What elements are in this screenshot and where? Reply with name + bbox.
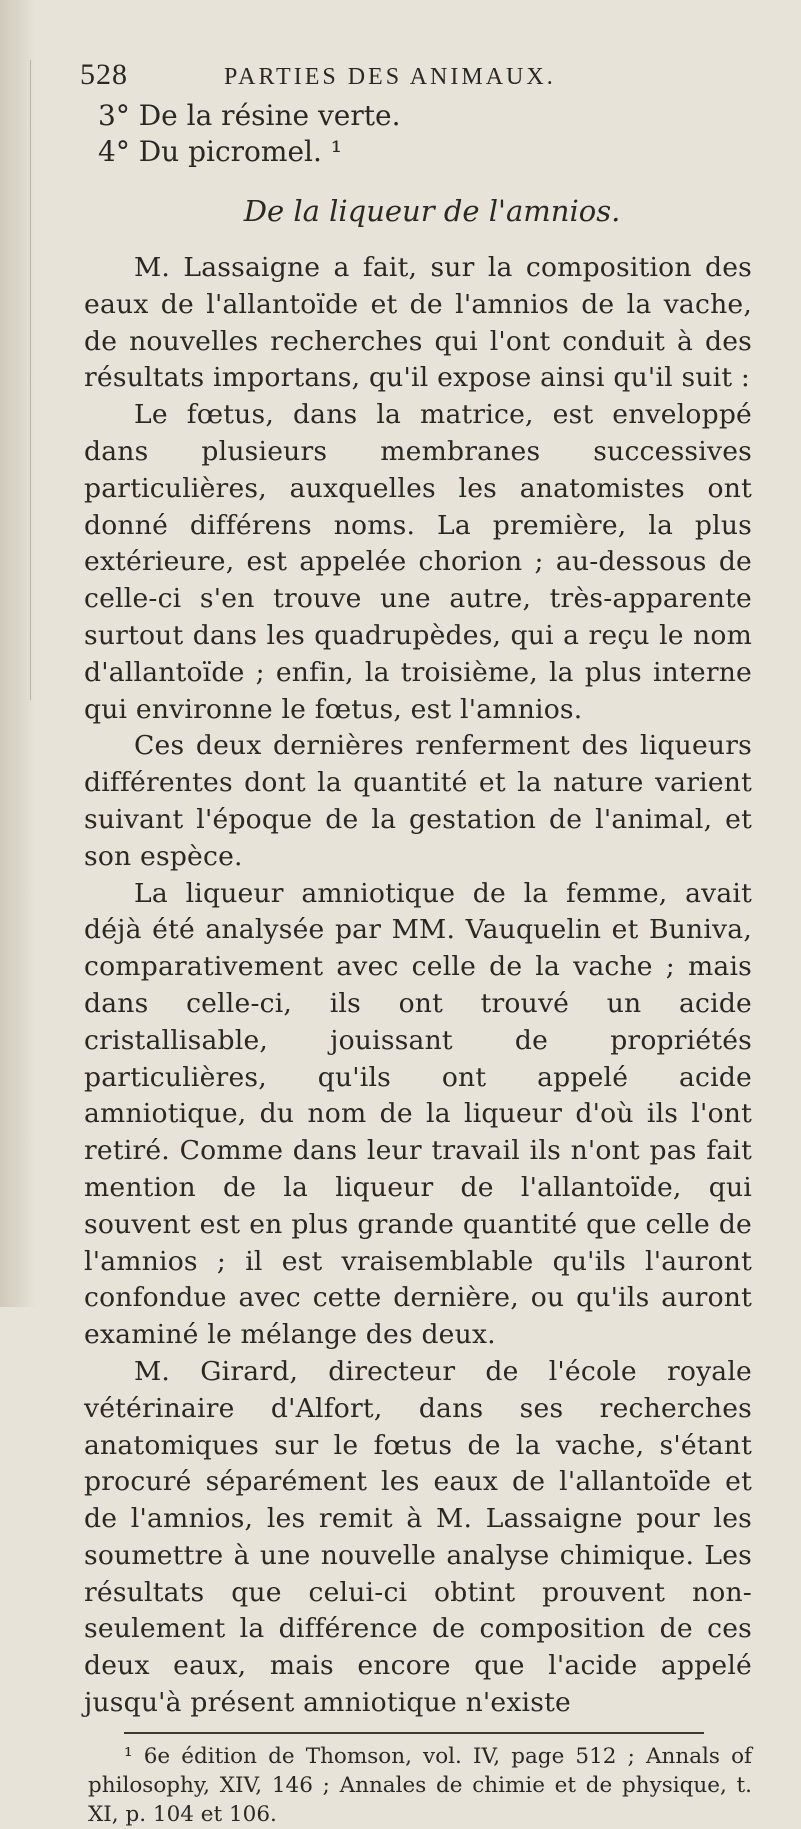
page-number: 528 <box>80 58 128 91</box>
paragraph: Le fœtus, dans la matrice, est enveloppé dans plusieurs membranes successives particulières, auxquelles les anatomistes ont donné différens noms. La première, la plus extérieure, est appelée chorion ; au-dessous de celle-ci s'en trouve une autre, très-apparente surtout dans les quadrupèdes, qui a reçu le nom d'allantoïde ; enfin, la troisième, la plus interne qui environne le fœtus, est l'amnios. <box>84 399 752 725</box>
paragraph: M. Lassaigne a fait, sur la composition des eaux de l'allantoïde et de l'amnios de la vache, de nouvelles recherches qui l'ont conduit à des résultats importans, qu'il expose ainsi qu'il suit : <box>84 252 752 394</box>
list-item: 3° De la résine verte. <box>98 99 401 132</box>
paragraph: M. Girard, directeur de l'école royale vétérinaire d'Alfort, dans ses recherches anatomiques sur le fœtus de la vache, s'étant procuré séparément les eaux de l'allantoïde et de l'amnios, les remit à M. Lassaigne pour les soumettre à une nouvelle analyse chimique. Les résultats que celui-ci obtint prouvent non-seulement la différence de composition de ces deux eaux, mais encore que l'acide appelé jusqu'à présent amniotique n'existe <box>84 1355 752 1719</box>
page-content <box>80 58 752 1829</box>
paragraph: La liqueur amniotique de la femme, avait déjà été analysée par MM. Vauquelin et Buniva, comparativement avec celle de la vache ; mais dans celle-ci, ils ont trouvé un acide cristallisable, jouissant de propriétés particulières, qu'ils ont appelé acide amniotique, du nom de la liqueur d'où ils l'ont retiré. Comme dans leur travail ils n'ont pas fait mention de la liqueur de l'allantoïde, qui souvent est en plus grande quantité que celle de l'amnios ; il est vraisemblable qu'ils l'auront confondue avec cette dernière, ou qu'ils auront examiné le mélange des deux. <box>84 877 752 1351</box>
list-item: 4° Du picromel. ¹ <box>98 135 343 168</box>
running-title: PARTIES DES ANIMAUX. <box>224 64 556 90</box>
paragraph: Ces deux dernières renferment des liqueurs différentes dont la quantité et la nature varient suivant l'époque de la gestation de l'animal, et son espèce. <box>84 730 752 872</box>
section-heading: De la liqueur de l'amnios. <box>243 194 621 228</box>
footnote: ¹ 6e édition de Thomson, vol. IV, page 512 ; Annals of philosophy, XIV, 146 ; Annales de chimie et de physique, t. XI, p. 104 et 106. <box>88 1743 752 1827</box>
running-head <box>80 58 752 98</box>
binding-line <box>30 60 31 700</box>
footnote-rule <box>124 1732 704 1734</box>
